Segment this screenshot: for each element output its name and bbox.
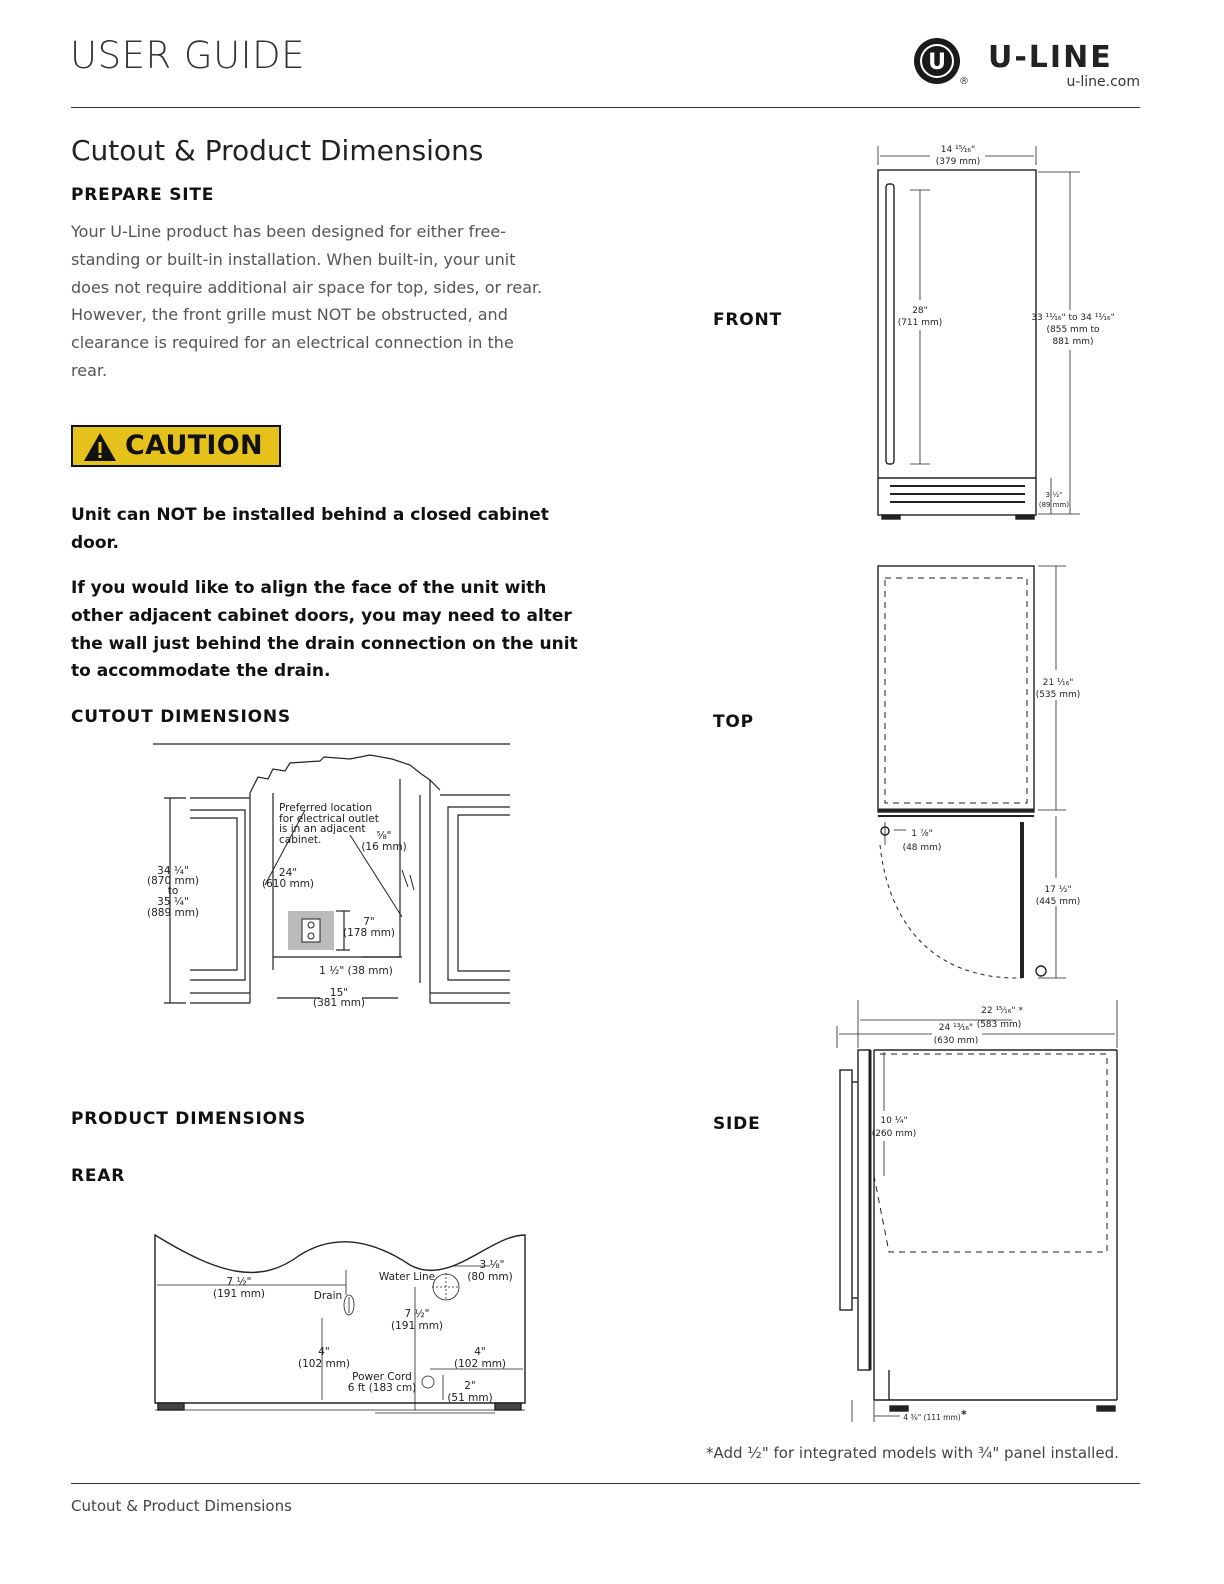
rear-mid-mm: (191 mm): [390, 1320, 444, 1332]
outlet-height-in: 7": [363, 916, 375, 928]
cutout-offset-mm: (16 mm): [361, 841, 407, 853]
front-height-2: (855 mm to: [1046, 325, 1100, 335]
front-height-3: 881 mm): [1052, 337, 1094, 347]
water-line-label: Water Line: [378, 1271, 436, 1283]
front-height-1: 33 ¹¹⁄₁₆" to 34 ¹¹⁄₁₆": [1031, 313, 1115, 323]
top-view-diagram: [870, 560, 1100, 990]
side-total-in: 24 ¹³⁄₁₆": [938, 1023, 974, 1033]
rear-labels: [213, 1259, 513, 1404]
product-dimensions-heading: PRODUCT DIMENSIONS: [71, 1109, 306, 1129]
side-view-label: SIDE: [713, 1114, 761, 1134]
floor-gap-label: 1 ¹⁄₂" (38 mm): [319, 965, 393, 977]
cutout-width-mm: (610 mm): [261, 878, 315, 890]
toe-kick-label: 4 ⅜" (111 mm): [903, 1413, 961, 1422]
footer-section-title: Cutout & Product Dimensions: [71, 1497, 292, 1515]
rear-left-in: 7 ½": [226, 1276, 252, 1288]
cutout-width-in: 24": [278, 867, 298, 879]
rear-left-mm: (191 mm): [212, 1288, 266, 1300]
power-height-in: 2": [464, 1380, 476, 1392]
registered-mark: ®: [959, 76, 969, 87]
outlet-note-line-4: cabinet.: [279, 834, 322, 846]
outlet-note-line-3: is in an adjacent: [279, 823, 366, 835]
footer-divider: [71, 1483, 1140, 1484]
warning-triangle-icon: [82, 431, 118, 463]
footnote: *Add ½" for integrated models with ¾" panel installed.: [706, 1444, 1119, 1462]
front-view-diagram: [870, 140, 1120, 525]
front-view-label: FRONT: [713, 310, 782, 330]
water-offset-mm: (80 mm): [467, 1271, 513, 1283]
front-width-in: 14 ¹⁵⁄₁₆": [940, 145, 976, 155]
prepare-site-heading: PREPARE SITE: [71, 185, 215, 205]
water-offset-in: 3 ⅛": [479, 1259, 505, 1271]
grille-height-in: 3 ½": [1045, 491, 1063, 499]
rear-right-mm: (102 mm): [453, 1358, 507, 1370]
cutout-height-3: to: [167, 885, 179, 897]
cutout-height-2: (870 mm): [146, 875, 200, 887]
top-depth-mm: (535 mm): [1035, 690, 1081, 700]
door-swing-mm: (445 mm): [1035, 897, 1081, 907]
header-divider: [71, 107, 1140, 108]
u-line-logo-icon: [912, 36, 962, 86]
cutout-dimensions-heading: CUTOUT DIMENSIONS: [71, 707, 291, 727]
cutout-height-5: (889 mm): [146, 907, 200, 919]
drain-height-mm: (102 mm): [297, 1358, 351, 1370]
cutout-diagram: [140, 735, 520, 1015]
warning-text-cabinet: Unit can NOT be installed behind a closed cabinet door.: [71, 505, 549, 553]
warning-text-alignment: If you would like to align the face of the unit with other adjacent cabinet doors, you may need to alter the wall just behind the drain connection on the unit to accommodate the drain.: [71, 578, 578, 682]
logo-letter: U: [928, 50, 946, 75]
handle-depth-mm: (48 mm): [902, 843, 942, 853]
power-height-mm: (51 mm): [447, 1392, 493, 1404]
drain-label: Drain: [313, 1290, 343, 1302]
document-title: USER GUIDE: [70, 34, 305, 77]
outlet-height-mm: (178 mm): [342, 927, 396, 939]
top-depth-in: 21 ¹⁄₁₆": [1042, 678, 1074, 688]
side-total-mm: (630 mm): [933, 1036, 979, 1046]
toe-kick-asterisk: *: [961, 1408, 967, 1421]
door-swing-in: 17 ½": [1044, 885, 1072, 895]
power-cord-label: Power Cord: [352, 1371, 412, 1383]
rear-right-in: 4": [474, 1346, 486, 1358]
top-labels: [903, 678, 1081, 907]
grille-height-mm: (89 mm): [1038, 501, 1070, 509]
side-upper-in: 10 ¼": [880, 1116, 908, 1126]
rear-view-label: REAR: [71, 1166, 126, 1186]
side-depth-mm: (583 mm): [976, 1020, 1022, 1030]
bottom-width-in: 15": [329, 987, 349, 999]
brand-wordmark: U-LINE: [988, 40, 1113, 75]
side-labels: [872, 1006, 1024, 1422]
handle-depth-in: 1 ⅞": [911, 829, 933, 839]
door-height-in: 28": [912, 306, 928, 316]
side-depth-in: 22 ¹⁵⁄₁₆" *: [981, 1006, 1023, 1016]
prepare-site-body: Your U-Line product has been designed for either free-standing or built-in installation. When built-in, your unit does not require additional air space for top, sides, or rear. However, the front grille must NOT be obstructed, and clearance is required for an electrical connection in the rear.: [71, 222, 543, 380]
door-height-mm: (711 mm): [897, 318, 943, 328]
cutout-height-1: 34 ¹⁄₄": [157, 865, 189, 877]
side-upper-mm: (260 mm): [871, 1129, 917, 1139]
power-cord-length: 6 ft (183 cm): [347, 1382, 417, 1394]
top-view-label: TOP: [713, 712, 754, 732]
caution-label: CAUTION: [125, 430, 263, 461]
cutout-offset-in: ⁵⁄₈": [376, 830, 392, 842]
section-title: Cutout & Product Dimensions: [71, 134, 484, 167]
rear-view-diagram: [150, 1225, 535, 1420]
outlet-note-line-1: Preferred location: [279, 802, 373, 814]
outlet-note-line-2: for electrical outlet: [279, 813, 379, 825]
brand-url: u-line.com: [1066, 74, 1140, 90]
drain-height-in: 4": [318, 1346, 330, 1358]
cutout-labels: [147, 802, 407, 1009]
front-width-mm: (379 mm): [935, 157, 981, 167]
bottom-width-mm: (381 mm): [312, 997, 366, 1009]
rear-mid-in: 7 ½": [404, 1308, 430, 1320]
cutout-height-4: 35 ¹⁄₄": [157, 896, 189, 908]
front-labels: [898, 145, 1115, 509]
side-view-diagram: [832, 996, 1127, 1426]
